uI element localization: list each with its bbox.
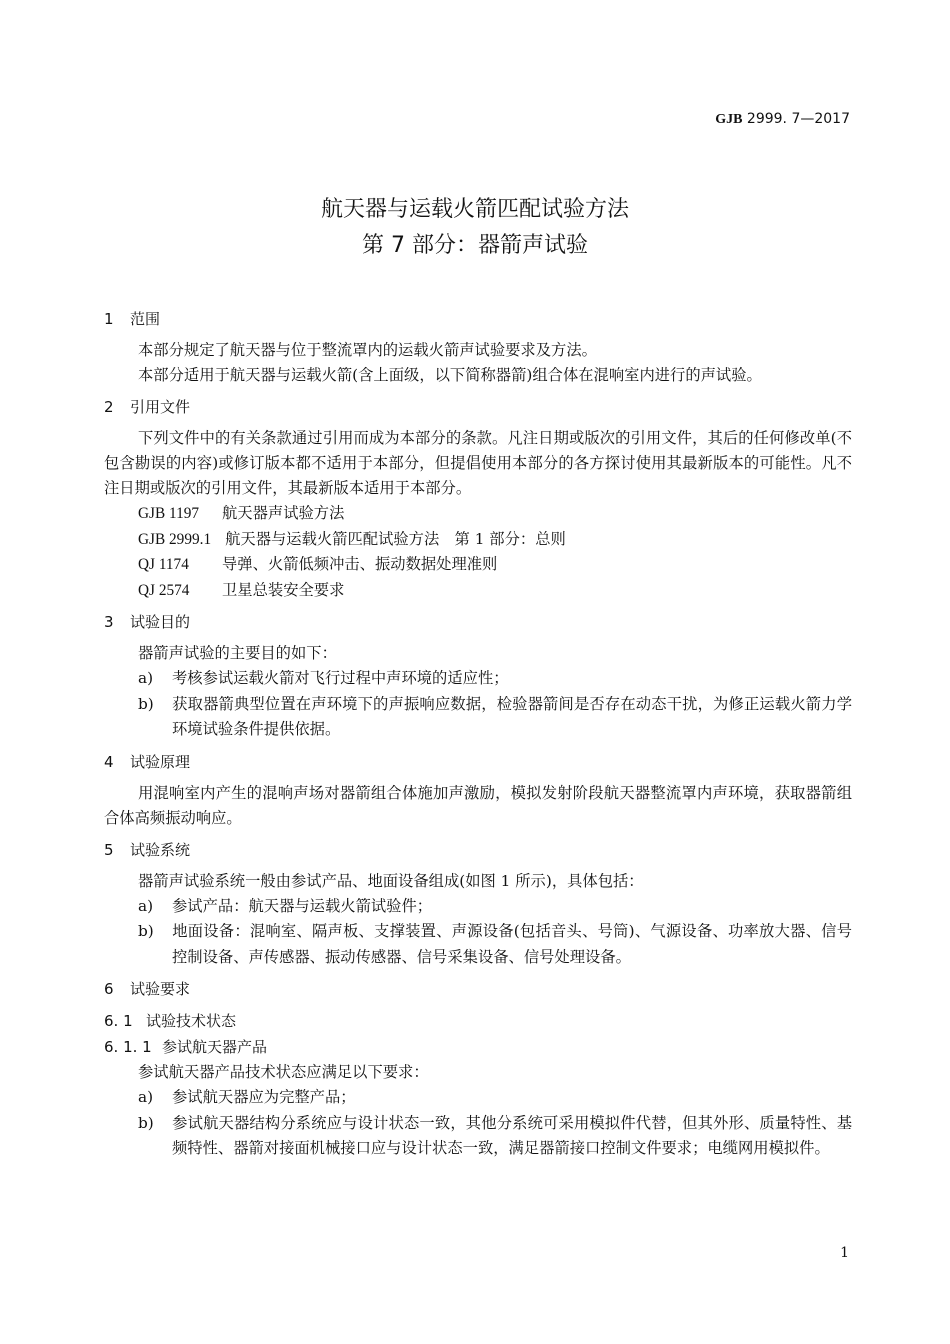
paragraph: 器箭声试验系统一般由参试产品、地面设备组成(如图 1 所示)，具体包括： <box>138 871 644 890</box>
paragraph: 本部分适用于航天器与运载火箭(含上面级，以下简称器箭)组合体在混响室内进行的声试验。 <box>138 366 762 384</box>
document-body <box>104 306 852 1162</box>
section-heading-1: 1 范围 <box>104 310 161 328</box>
document-title: 航天器与运载火箭匹配试验方法 <box>320 197 629 222</box>
section-heading-6: 6 试验要求 <box>104 980 191 998</box>
subsection-heading-6-1: 6. 1 试验技术状态 <box>104 1012 237 1030</box>
paragraph: 本部分规定了航天器与位于整流罩内的运载火箭声试验要求及方法。 <box>138 341 597 359</box>
paragraph: 下列文件中的有关条款通过引用而成为本部分的条款。凡注日期或版次的引用文件，其后的任何修改单(不包含勘误的内容)或修订版本都不适用于本部分，但提倡使用本部分的各方探讨使用其最新版本的可能性。凡不注日期或版次的引用文件，其最新版本适用于本部分。 <box>104 429 852 497</box>
page-number: 1 <box>840 1245 849 1261</box>
standard-number: 2999. 7—2017 <box>746 111 850 127</box>
section-heading-5: 5 试验系统 <box>104 840 191 859</box>
list-item: b) 参试航天器结构分系统应与设计状态一致，其他分系统可采用模拟件代替，但其外形、质量特性、基频特性、器箭对接面机械接口应与设计状态一致，满足器箭接口控制文件要求；电缆网用模拟件。 <box>138 1113 852 1157</box>
list-item: a) 参试产品：航天器与运载火箭试验件； <box>138 896 433 915</box>
standard-prefix: GJB <box>715 112 743 127</box>
subsection-heading-6-1-1: 6. 1. 1 参试航天器产品 <box>104 1038 268 1056</box>
reference-item: GJB 2999.1 航天器与运载火箭匹配试验方法 第 1 部分：总则 <box>138 529 566 548</box>
section-heading-4: 4 试验原理 <box>104 752 191 771</box>
list-item: a) 参试航天器应为完整产品； <box>138 1088 356 1106</box>
paragraph: 器箭声试验的主要目的如下： <box>138 644 337 662</box>
standard-code <box>715 111 850 128</box>
list-item: b) 地面设备：混响室、隔声板、支撑装置、声源设备(包括音头、号筒)、气源设备、功率放大器、信号控制设备、声传感器、振动传感器、信号采集设备、信号处理设备。 <box>138 922 852 966</box>
list-item: a) 考核参试运载火箭对飞行过程中声环境的适应性； <box>138 669 509 687</box>
section-heading-3: 3 试验目的 <box>104 613 191 631</box>
reference-item: GJB 1197 航天器声试验方法 <box>138 504 345 522</box>
document-subtitle: 第 7 部分：器箭声试验 <box>362 233 588 258</box>
section-heading-2: 2 引用文件 <box>104 398 191 416</box>
reference-item: QJ 2574 卫星总装安全要求 <box>138 580 345 599</box>
paragraph: 参试航天器产品技术状态应满足以下要求： <box>138 1063 429 1081</box>
paragraph: 用混响室内产生的混响声场对器箭组合体施加声激励，模拟发射阶段航天器整流罩内声环境，获取器箭组合体高频振动响应。 <box>104 783 852 827</box>
list-item: b) 获取器箭典型位置在声环境下的声振响应数据，检验器箭间是否存在动态干扰，为修正运载火箭力学环境试验条件提供依据。 <box>138 694 852 738</box>
reference-item: QJ 1174 导弹、火箭低频冲击、振动数据处理准则 <box>138 555 498 573</box>
